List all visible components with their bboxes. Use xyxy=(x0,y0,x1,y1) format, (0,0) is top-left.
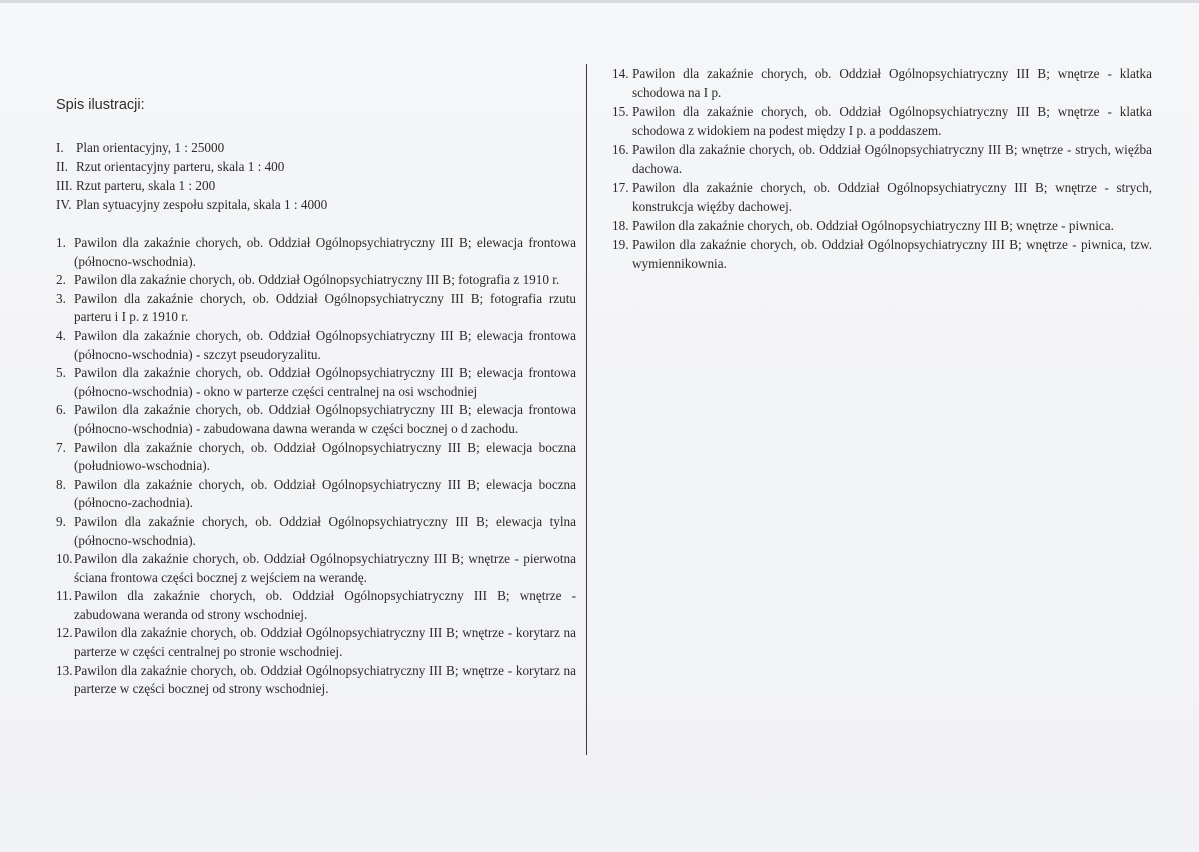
plan-item xyxy=(56,157,576,176)
illustration-caption: Pawilon dla zakaźnie chorych, ob. Oddział Ogólnopsychiatryczny III B; elewacja frontowa (północno-wschodnia). xyxy=(74,235,576,269)
illustration-caption: Pawilon dla zakaźnie chorych, ob. Oddział Ogólnopsychiatryczny III B; wnętrze - piwnica. xyxy=(632,218,1114,233)
illustration-item xyxy=(612,216,1152,235)
illustration-number: 13. xyxy=(56,662,73,678)
illustration-item xyxy=(56,234,576,271)
illustration-caption: Pawilon dla zakaźnie chorych, ob. Oddział Ogólnopsychiatryczny III B; fotografia z 1910 r. xyxy=(74,272,560,288)
illustration-item xyxy=(56,624,576,661)
illustration-number: 19. xyxy=(612,237,629,252)
plan-item xyxy=(56,176,576,195)
plans-list xyxy=(56,138,576,214)
illustration-item xyxy=(612,64,1152,102)
illustration-caption: Pawilon dla zakaźnie chorych, ob. Oddział Ogólnopsychiatryczny III B; wnętrze - klatka schodowa z widokiem na podest między I p. a poddaszem. xyxy=(632,104,1152,138)
plan-item xyxy=(56,138,576,157)
illustration-number: 15. xyxy=(612,104,629,119)
illustration-caption: Pawilon dla zakaźnie chorych, ob. Oddział Ogólnopsychiatryczny III B; wnętrze - klatka schodowa na I p. xyxy=(632,66,1152,100)
plan-text: Rzut orientacyjny parteru, skala 1 : 400 xyxy=(76,159,285,174)
illustration-item xyxy=(56,327,576,364)
illustration-number: 12. xyxy=(56,625,73,641)
plan-text: Rzut parteru, skala 1 : 200 xyxy=(76,178,216,193)
illustration-caption: Pawilon dla zakaźnie chorych, ob. Oddział Ogólnopsychiatryczny III B; wnętrze - korytarz na parterze w części bocznej od strony wschodniej. xyxy=(74,662,576,697)
list-heading: Spis ilustracji: xyxy=(56,97,145,113)
illustration-number: 18. xyxy=(612,218,629,233)
illustration-item xyxy=(56,439,576,476)
illustration-number: 17. xyxy=(612,180,629,195)
illustration-number: 5. xyxy=(56,365,66,381)
illustration-number: 4. xyxy=(56,327,66,343)
illustration-caption: Pawilon dla zakaźnie chorych, ob. Oddział Ogólnopsychiatryczny III B; wnętrze - strych, więźba dachowa. xyxy=(632,142,1152,176)
illustration-caption: Pawilon dla zakaźnie chorych, ob. Oddział Ogólnopsychiatryczny III B; elewacja frontowa (północno-wschodnia) - szczyt pseudoryzalitu. xyxy=(74,327,576,362)
page-top-edge xyxy=(0,0,1199,3)
illustration-item xyxy=(612,178,1152,216)
illustration-item xyxy=(56,290,576,327)
plan-text: Plan sytuacyjny zespołu szpitala, skala 1 : 4000 xyxy=(76,197,328,212)
plan-number: III. xyxy=(56,178,73,193)
column-divider xyxy=(586,64,587,755)
illustration-number: 14. xyxy=(612,66,629,81)
plan-number: II. xyxy=(56,159,69,174)
illustration-item xyxy=(56,364,576,401)
illustration-caption: Pawilon dla zakaźnie chorych, ob. Oddział Ogólnopsychiatryczny III B; wnętrze - pierwotna ściana frontowa części bocznej z wejściem na werandę. xyxy=(74,551,576,585)
illustration-item xyxy=(612,235,1152,273)
illustration-item xyxy=(56,513,576,550)
illustration-number: 10. xyxy=(56,551,73,567)
illustration-caption: Pawilon dla zakaźnie chorych, ob. Oddział Ogólnopsychiatryczny III B; wnętrze - korytarz na parterze w części centralnej po stronie wschodniej. xyxy=(74,625,576,660)
illustration-item xyxy=(56,271,576,290)
illustration-caption: Pawilon dla zakaźnie chorych, ob. Oddział Ogólnopsychiatryczny III B; wnętrze - piwnica, tzw. wymiennikownia. xyxy=(632,237,1152,271)
illustration-number: 9. xyxy=(56,513,66,529)
illustration-item xyxy=(612,140,1152,178)
left-column xyxy=(56,96,576,699)
plan-number: I. xyxy=(56,140,64,155)
illustration-caption: Pawilon dla zakaźnie chorych, ob. Oddział Ogólnopsychiatryczny III B; wnętrze - strych, konstrukcja więźby dachowej. xyxy=(632,180,1152,214)
illustration-number: 1. xyxy=(56,235,66,250)
illustrations-list-right xyxy=(612,64,1152,273)
plan-text: Plan orientacyjny, 1 : 25000 xyxy=(76,140,225,155)
illustration-number: 8. xyxy=(56,476,66,492)
illustration-number: 3. xyxy=(56,290,66,306)
illustration-caption: Pawilon dla zakaźnie chorych, ob. Oddział Ogólnopsychiatryczny III B; elewacja boczna (południowo-wschodnia). xyxy=(74,439,576,474)
illustration-item xyxy=(612,102,1152,140)
illustration-caption: Pawilon dla zakaźnie chorych, ob. Oddział Ogólnopsychiatryczny III B; elewacja frontowa (północno-wschodnia) - okno w parterze części centralnej na osi wschodniej xyxy=(74,365,576,399)
illustration-caption: Pawilon dla zakaźnie chorych, ob. Oddział Ogólnopsychiatryczny III B; elewacja tylna (północno-wschodnia). xyxy=(74,513,576,548)
illustration-number: 11. xyxy=(56,588,72,604)
plan-item xyxy=(56,195,576,214)
illustration-item xyxy=(56,401,576,438)
illustration-caption: Pawilon dla zakaźnie chorych, ob. Oddział Ogólnopsychiatryczny III B; fotografia rzutu parteru i I p. z 1910 r. xyxy=(74,290,576,325)
illustration-item xyxy=(56,550,576,587)
illustration-item xyxy=(56,476,576,513)
illustration-caption: Pawilon dla zakaźnie chorych, ob. Oddział Ogólnopsychiatryczny III B; elewacja boczna (północno-zachodnia). xyxy=(74,476,576,511)
illustration-number: 7. xyxy=(56,439,66,455)
illustration-number: 2. xyxy=(56,272,66,288)
illustration-caption: Pawilon dla zakaźnie chorych, ob. Oddział Ogólnopsychiatryczny III B; wnętrze - zabudowana weranda od strony wschodniej. xyxy=(74,588,576,622)
illustration-caption: Pawilon dla zakaźnie chorych, ob. Oddział Ogólnopsychiatryczny III B; elewacja frontowa (północno-wschodnia) - zabudowana dawna weranda w części bocznej o d zachodu. xyxy=(74,402,576,436)
illustration-item xyxy=(56,662,576,699)
right-column xyxy=(612,64,1152,273)
illustrations-list-left xyxy=(56,234,576,699)
illustration-number: 6. xyxy=(56,402,66,418)
illustration-number: 16. xyxy=(612,142,629,157)
plan-number: IV. xyxy=(56,197,72,212)
illustration-item xyxy=(56,587,576,624)
